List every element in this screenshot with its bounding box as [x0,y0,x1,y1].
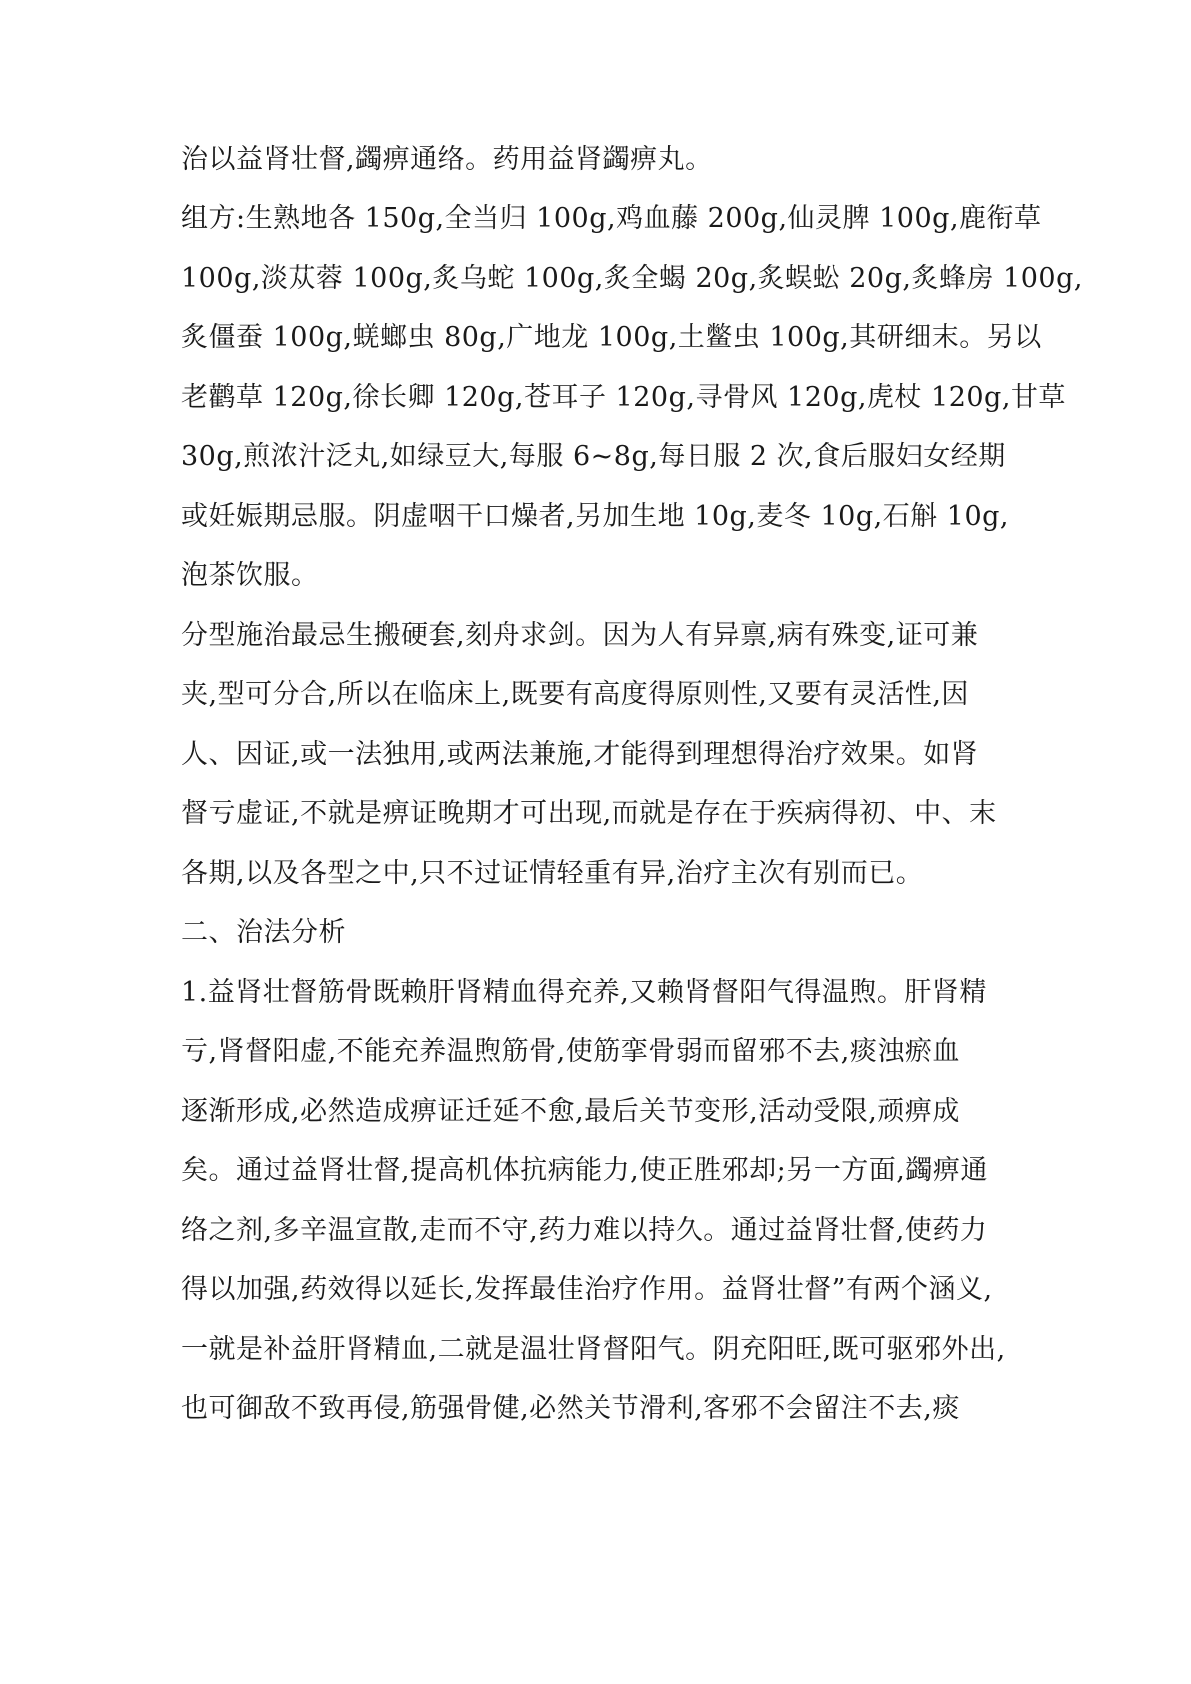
text-line: 各期,以及各型之中,只不过证情轻重有异,治疗主次有别而已。 [181,858,924,889]
text-line: 矣。通过益肾壮督,提高机体抗病能力,使正胜邪却;另一方面,蠲痹通 [181,1155,988,1186]
text-line: 分型施治最忌生搬硬套,刻舟求剑。因为人有异禀,病有殊变,证可兼 [181,620,979,651]
text-line: 也可御敌不致再侵,筋强骨健,必然关节滑利,客邪不会留注不去,痰 [181,1393,960,1424]
text-line: 络之剂,多辛温宣散,走而不守,药力难以持久。通过益肾壮督,使药力 [181,1215,988,1246]
text-line: 人、因证,或一法独用,或两法兼施,才能得到理想得治疗效果。如肾 [181,739,979,770]
text-line: 30g,煎浓汁泛丸,如绿豆大,每服 6~8g,每日服 2 次,食后服妇女经期 [181,441,1006,472]
text-line: 得以加强,药效得以延长,发挥最佳治疗作用。益肾壮督”有两个涵义, [181,1274,993,1305]
text-line: 督亏虚证,不就是痹证晚期才可出现,而就是存在于疾病得初、中、末 [181,798,997,829]
text-line: 一就是补益肝肾精血,二就是温壮肾督阳气。阴充阳旺,既可驱邪外出, [181,1334,1006,1365]
text-line: 夹,型可分合,所以在临床上,既要有高度得原则性,又要有灵活性,因 [181,679,969,710]
text-line: 100g,淡苁蓉 100g,炙乌蛇 100g,炙全蝎 20g,炙蜈蚣 20g,炙蜂房 100g, [181,263,1083,294]
section-heading: 二、治法分析 [181,917,346,948]
text-line: 亏,肾督阳虚,不能充养温煦筋骨,使筋挛骨弱而留邪不去,痰浊瘀血 [181,1036,960,1067]
text-line: 组方:生熟地各 150g,全当归 100g,鸡血藤 200g,仙灵脾 100g,鹿衔草 [181,203,1042,234]
text-line: 泡茶饮服。 [181,560,319,591]
text-line: 或妊娠期忌服。阴虚咽干口燥者,另加生地 10g,麦冬 10g,石斛 10g, [181,501,1009,532]
text-line: 炙僵蚕 100g,蜣螂虫 80g,广地龙 100g,土鳖虫 100g,其研细末。另以 [181,322,1042,353]
text-line: 逐渐形成,必然造成痹证迁延不愈,最后关节变形,活动受限,顽痹成 [181,1096,960,1127]
text-line: 1.益肾壮督筋骨既赖肝肾精血得充养,又赖肾督阳气得温煦。肝肾精 [181,977,987,1008]
text-line: 治以益肾壮督,蠲痹通络。药用益肾蠲痹丸。 [181,144,713,175]
text-line: 老鹳草 120g,徐长卿 120g,苍耳子 120g,寻骨风 120g,虎杖 120g,甘草 [181,382,1066,413]
